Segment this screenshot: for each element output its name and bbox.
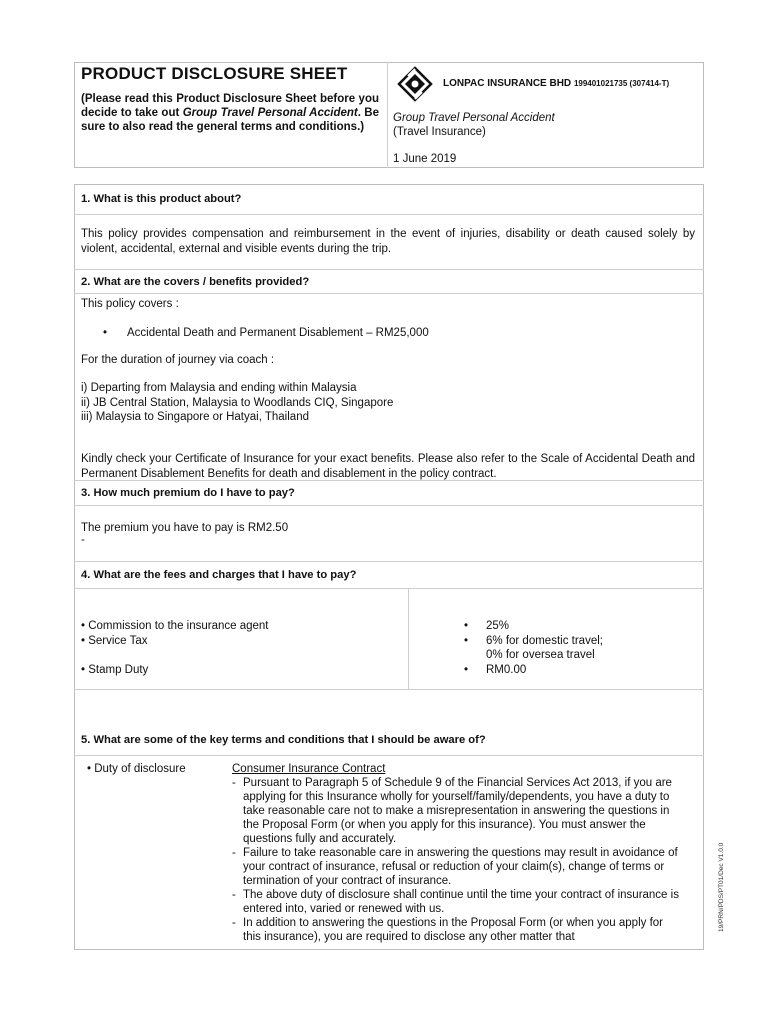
- fee-item: • Service Tax: [81, 634, 148, 647]
- divider: [74, 214, 704, 215]
- page-title: PRODUCT DISCLOSURE SHEET: [81, 64, 348, 83]
- fee-value: • RM0.00: [464, 663, 527, 676]
- route-list: [81, 381, 393, 425]
- fee-label: Stamp Duty: [88, 663, 149, 676]
- term-point: - In addition to answering the questions in the Proposal Form (or when you apply for this insurance), you are required to disclose any other matter that: [232, 917, 663, 943]
- product-name: Group Travel Personal Accident: [393, 112, 555, 124]
- company-line: [443, 78, 669, 89]
- divider: [74, 269, 704, 270]
- section-3-heading: 3. How much premium do I have to pay?: [81, 487, 295, 499]
- divider: [74, 505, 704, 506]
- section-2-heading: 2. What are the covers / benefits provided?: [81, 276, 310, 288]
- fee-value: • 6% for domestic travel;: [464, 634, 603, 647]
- lonpac-logo-icon: [396, 66, 434, 102]
- cover-item: [103, 326, 429, 341]
- route-item: i) Departing from Malaysia and ending within Malaysia: [81, 382, 357, 394]
- section-2-note: Kindly check your Certificate of Insurance for your exact benefits. Please also refer to the Scale of Accidental Death and Permanent Disablement Benefits for death and disablement in the policy contract.: [81, 453, 695, 480]
- bullet-icon: •: [103, 327, 108, 339]
- fee-label: Service Tax: [88, 634, 148, 647]
- duration-intro: For the duration of journey via coach :: [81, 354, 275, 366]
- fee-value: • 25%: [464, 620, 510, 632]
- term-point: - Failure to take reasonable care in answering the questions may result in avoidance of your contract of insurance, refusal or reduction of your claim(s), change of terms or termination of your contract of insurance.: [232, 847, 678, 887]
- terms-subheading: Consumer Insurance Contract: [232, 763, 386, 775]
- section-5-heading: 5. What are some of the key terms and conditions that I should be aware of?: [81, 734, 486, 746]
- section-4-heading: 4. What are the fees and charges that I have to pay?: [81, 569, 357, 581]
- side-document-code: 19/PRN/PDS/PT01/Dec V1.0.0: [718, 842, 725, 932]
- premium-text: The premium you have to pay is RM2.50: [81, 522, 289, 534]
- intro-part1: (Please read this Product Disclosure Sheet before you decide to take out: [81, 93, 379, 119]
- document-date: 1 June 2019: [393, 153, 457, 165]
- fees-list: [81, 619, 269, 677]
- term-point: - The above duty of disclosure shall continue until the time your contract of insurance is entered into, varied or renewed with us.: [232, 889, 679, 915]
- divider: [74, 480, 704, 481]
- section-1-heading: 1. What is this product about?: [81, 193, 242, 205]
- cover-item-text: Accidental Death and Permanent Disablement – RM25,000: [127, 327, 429, 339]
- company-reg: 199401021735 (307414-T): [573, 79, 670, 88]
- term-label: • Duty of disclosure: [87, 763, 186, 775]
- product-type: (Travel Insurance): [393, 126, 486, 138]
- header-divider: [387, 62, 388, 168]
- premium-dash: -: [81, 534, 85, 546]
- fee-values: [464, 619, 603, 677]
- term-name: Duty of disclosure: [94, 763, 186, 775]
- fee-item: • Commission to the insurance agent: [81, 620, 269, 632]
- covers-intro: This policy covers :: [81, 298, 179, 310]
- divider: [74, 293, 704, 294]
- divider: [74, 588, 704, 589]
- intro-product: Group Travel Personal Accident: [182, 107, 358, 119]
- company-name: LONPAC INSURANCE BHD: [443, 78, 572, 89]
- fee-label: Commission to the insurance agent: [88, 620, 269, 632]
- fees-divider: [408, 588, 409, 689]
- fee-value-cont: 0% for oversea travel: [486, 649, 595, 661]
- intro-text: [81, 92, 379, 134]
- divider: [74, 689, 704, 690]
- route-item: iii) Malaysia to Singapore or Hatyai, Thailand: [81, 411, 309, 423]
- term-point: - Pursuant to Paragraph 5 of Schedule 9 of the Financial Services Act 2013, if you are applying for this Insurance wholly for yourself/family/dependents, you have a duty to take reasonable care not to make a misrepresentation in answering the questions in the Proposal Form (or when you apply for this insurance). You must answer the questions fully and accurately.: [232, 777, 672, 845]
- divider: [74, 561, 704, 562]
- section-1-body: This policy provides compensation and reimbursement in the event of injuries, disability or death caused solely by violent, accidental, external and visible events during the trip.: [81, 228, 695, 255]
- fee-item: • Stamp Duty: [81, 663, 149, 676]
- terms-points: [232, 776, 680, 944]
- divider: [74, 755, 704, 756]
- intro-part2: . Be sure to also read the general terms and conditions.): [81, 107, 380, 133]
- route-item: ii) JB Central Station, Malaysia to Woodlands CIQ, Singapore: [81, 396, 394, 409]
